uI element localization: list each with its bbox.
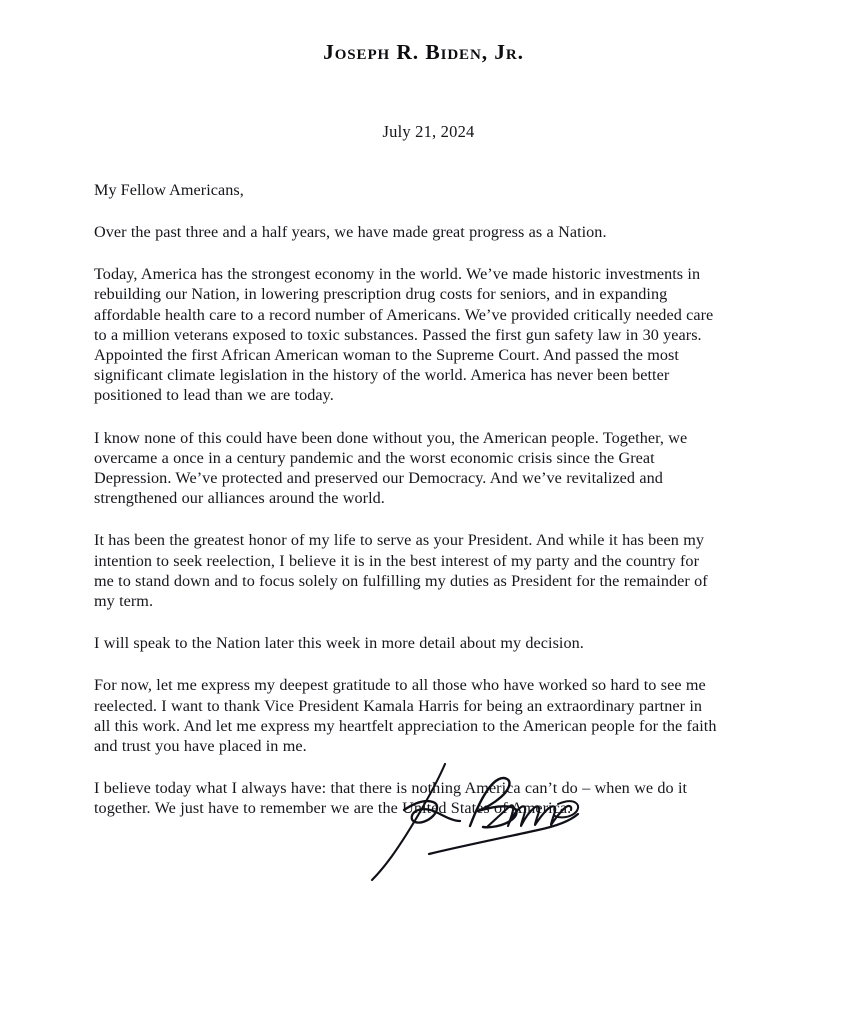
letter-paragraph: Today, America has the strongest economy in the world. We’ve made historic investments in rebuilding our Nation, in lowering prescription drug costs for seniors, and in expanding affordable health care to a record number of Americans. We’ve provided critically needed care to a million veterans exposed to toxic substances. Passed the first gun safety law in 30 years. Appointed the first African American woman to the Supreme Court. And passed the most significant climate legislation in the history of the world. America has never been better positioned to lead than we are today. bbox=[94, 265, 714, 405]
letterhead bbox=[0, 40, 847, 65]
letterhead-name: Joseph R. Biden, Jr. bbox=[323, 40, 524, 64]
letter-paragraph: It has been the greatest honor of my life to serve as your President. And while it has been my intention to seek reelection, I believe it is in the best interest of my party and the country for me to stand down and to focus solely on fulfilling my duties as President for the remainder of my term. bbox=[94, 531, 708, 611]
date-line bbox=[0, 122, 847, 142]
salutation: My Fellow Americans, bbox=[94, 181, 244, 199]
letter-date: July 21, 2024 bbox=[382, 122, 475, 141]
letter-paragraph: I believe today what I always have: that there is nothing America can’t do – when we do it together. We just have to remember we are the United States of America. bbox=[94, 779, 688, 818]
letter-body bbox=[94, 180, 722, 819]
signature-icon bbox=[352, 758, 622, 888]
letter-paragraph: Over the past three and a half years, we have made great progress as a Nation. bbox=[94, 223, 607, 241]
letter-paragraph: For now, let me express my deepest gratitude to all those who have worked so hard to see me reelected. I want to thank Vice President Kamala Harris for being an extraordinary partner in all this work. And let me express my heartfelt appreciation to the American people for the faith and trust you have placed in me. bbox=[94, 676, 717, 756]
letter-paragraph: I will speak to the Nation later this week in more detail about my decision. bbox=[94, 634, 584, 653]
letter-paragraph: I know none of this could have been done without you, the American people. Together, we overcame a once in a century pandemic and the worst economic crisis since the Great Depression. We’ve protected and preserved our Democracy. And we’ve revitalized and strengthened our alliances around the world. bbox=[94, 428, 688, 508]
signature-block bbox=[352, 758, 622, 888]
